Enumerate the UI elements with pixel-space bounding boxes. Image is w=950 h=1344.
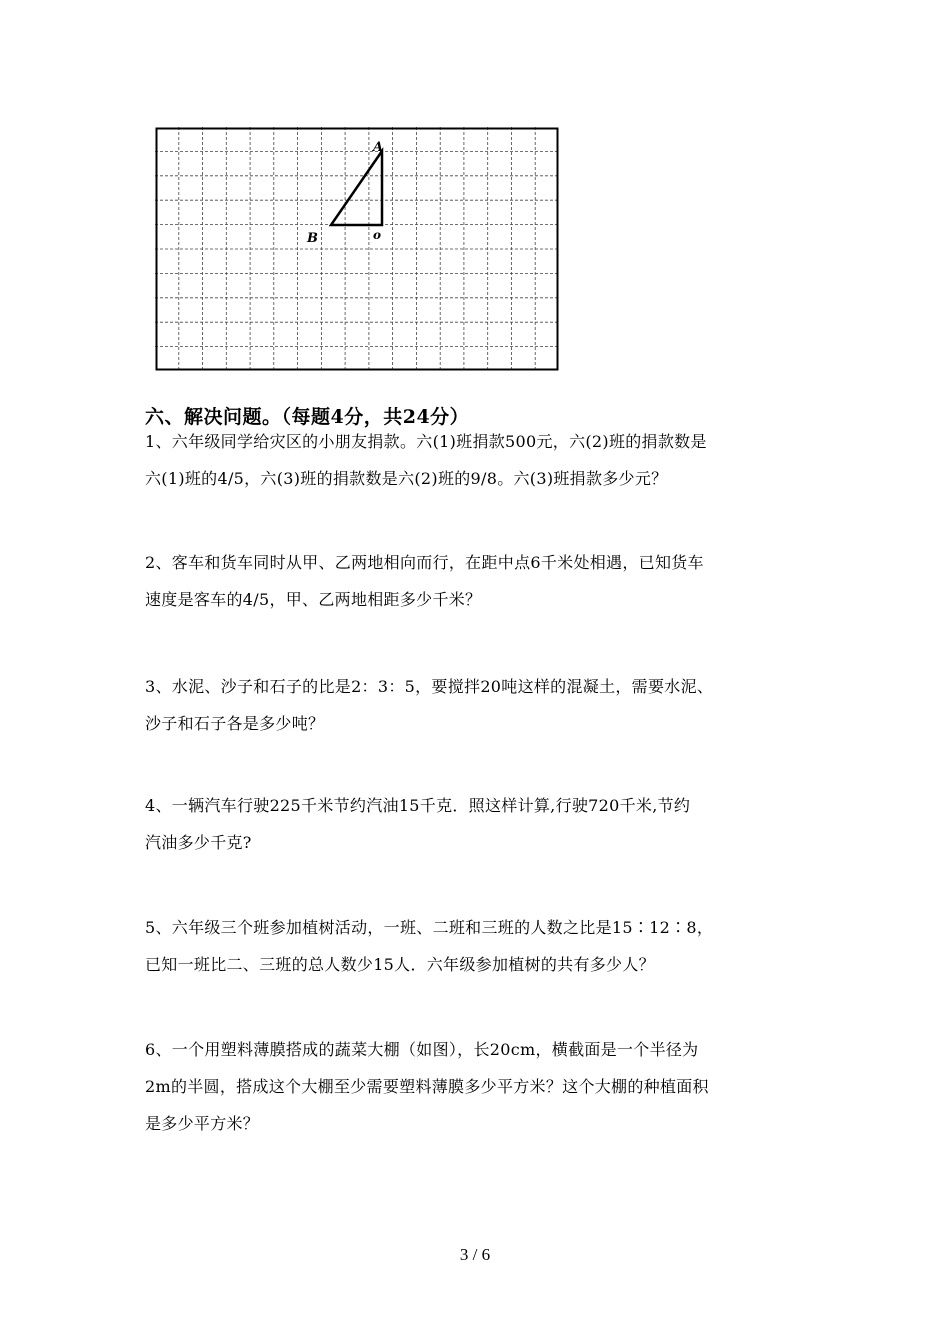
question-line: 已知一班比二、三班的总人数少15人．六年级参加植树的共有多少人？ [145,955,655,974]
label-o: o [373,228,382,242]
grid-svg [155,127,559,371]
question-line: 5、六年级三个班参加植树活动，一班、二班和三班的人数之比是15∶12∶8， [145,918,714,937]
question-line: 2m的半圆，搭成这个大棚至少需要塑料薄膜多少平方米？这个大棚的种植面积 [145,1077,709,1096]
question-line: 6、一个用塑料薄膜搭成的蔬菜大棚（如图），长20cm，横截面是一个半径为 [145,1040,699,1059]
grid-figure [155,127,559,371]
question-1 [145,423,810,497]
triangle-abo [331,151,382,225]
question-line: 4、一辆汽车行驶225千米节约汽油15千克．照这样计算,行驶720千米,节约 [145,796,691,815]
label-a: A [373,140,384,155]
question-line: 是多少平方米？ [145,1114,260,1133]
question-4 [145,787,810,861]
question-2 [145,544,810,618]
label-b: B [307,231,318,246]
question-5 [145,909,810,983]
question-line: 2、客车和货车同时从甲、乙两地相向而行，在距中点6千米处相遇，已知货车 [145,553,704,572]
question-6 [145,1031,810,1142]
question-line: 沙子和石子各是多少吨？ [145,714,325,733]
question-line: 1、六年级同学给灾区的小朋友捐款。六(1)班捐款500元，六(2)班的捐款数是 [145,432,707,451]
section-title: 六、解决问题。（每题4分，共24分） [145,406,470,428]
question-line: 六(1)班的4/5，六(3)班的捐款数是六(2)班的9/8。六(3)班捐款多少元？ [145,469,668,488]
question-3 [145,668,810,742]
page-number: 3 / 6 [459,1245,491,1264]
question-line: 速度是客车的4/5，甲、乙两地相距多少千米？ [145,590,482,609]
grid-lines [155,127,559,371]
question-line: 3、水泥、沙子和石子的比是2：3：5，要搅拌20吨这样的混凝土，需要水泥、 [145,677,714,696]
question-line: 汽油多少千克? [145,833,252,852]
